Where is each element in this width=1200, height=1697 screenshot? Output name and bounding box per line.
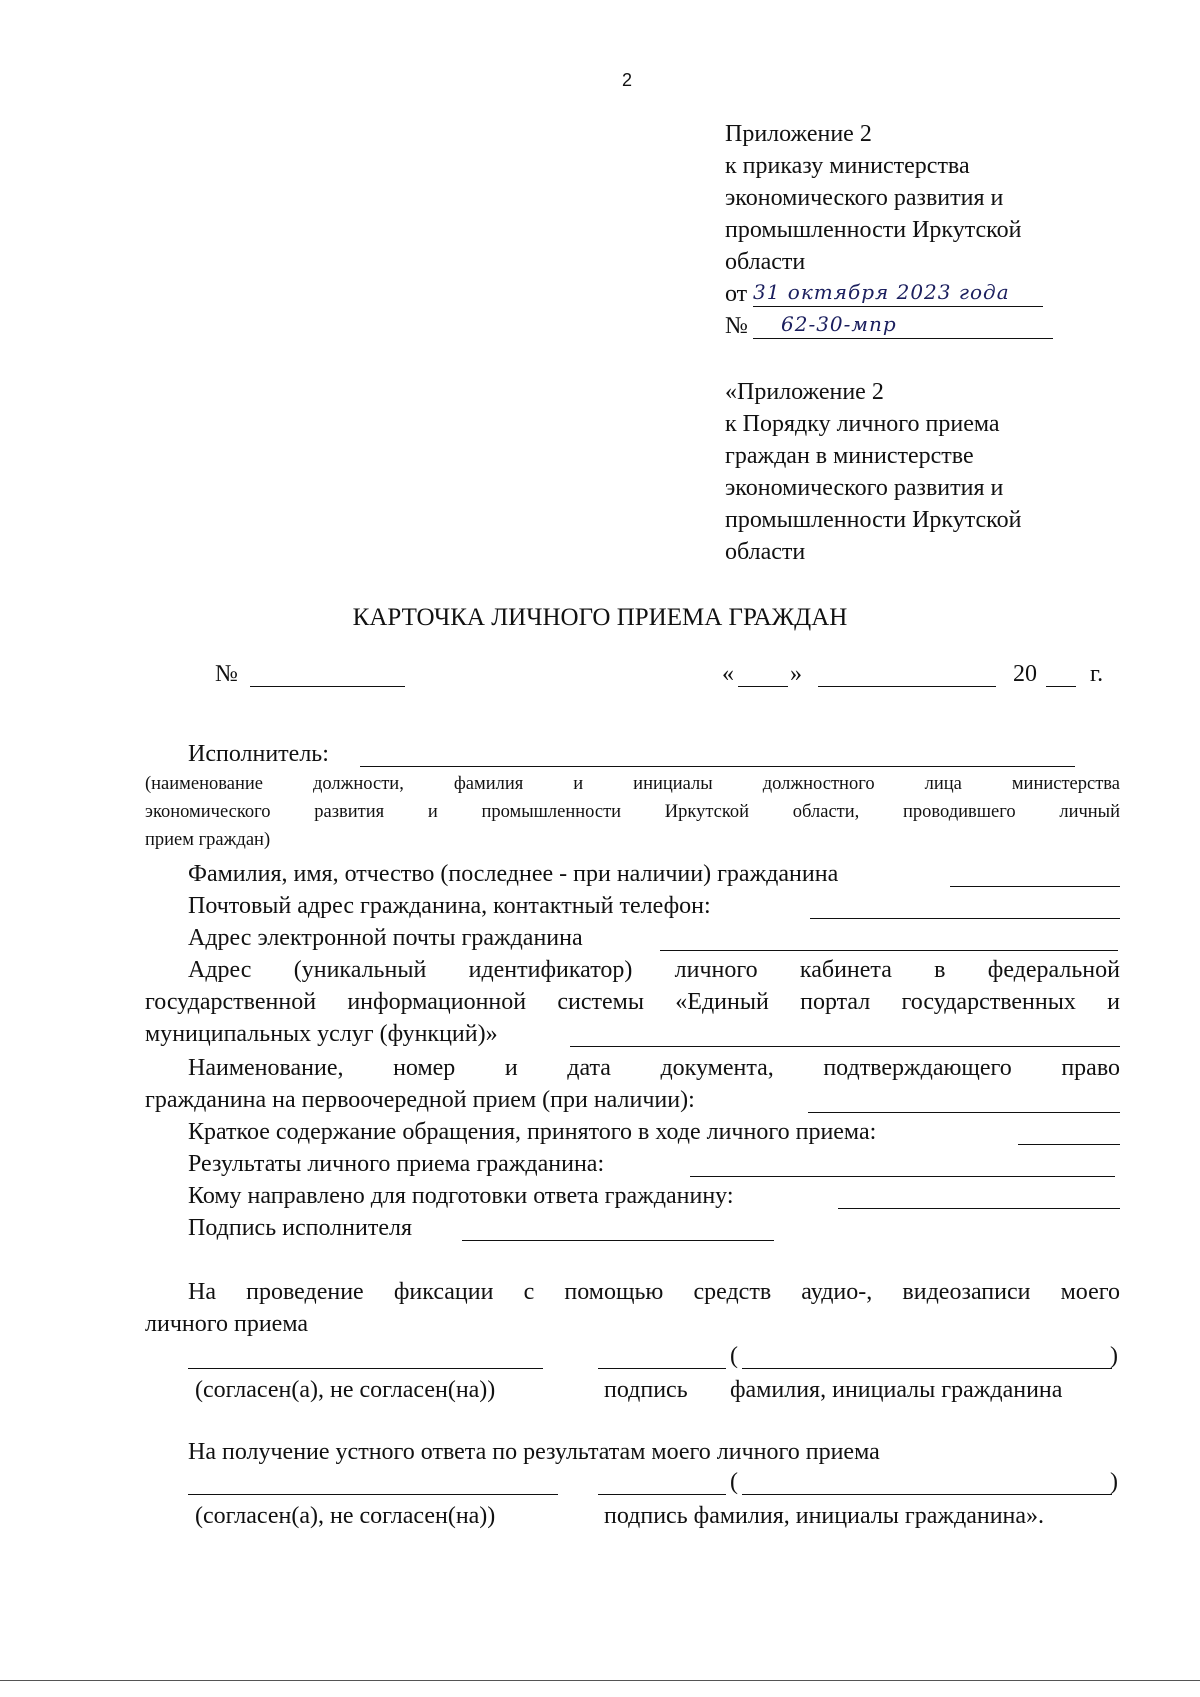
order-date-handwritten: 31 октября 2023 года bbox=[753, 280, 1010, 304]
year-line bbox=[1046, 686, 1076, 687]
appendix-procedure-block bbox=[725, 376, 1021, 568]
appendix-order-block bbox=[725, 118, 1021, 342]
consent-recording-close-paren: ) bbox=[1110, 1343, 1118, 1369]
account-line: Адрес (уникальный идентификатор) личного кабинета в федеральной bbox=[188, 957, 1120, 983]
sent-to-label: Кому направлено для подготовки ответа гражданину: bbox=[188, 1183, 734, 1209]
consent-recording-open-paren: ( bbox=[730, 1343, 738, 1369]
results-line bbox=[690, 1176, 1115, 1177]
account-value-line bbox=[570, 1046, 1120, 1047]
email-label: Адрес электронной почты гражданина bbox=[188, 925, 583, 951]
email-line bbox=[660, 950, 1118, 951]
consent-oral-caption-consent: (согласен(а), не согласен(на)) bbox=[195, 1503, 496, 1529]
order-number-row bbox=[725, 310, 1021, 342]
page-number: 2 bbox=[622, 70, 633, 90]
bottom-rule bbox=[0, 1680, 1200, 1681]
order-date-row bbox=[725, 278, 1021, 310]
year-prefix: 20 bbox=[1013, 661, 1037, 687]
account-line: государственной информационной системы «Единый портал государственных и bbox=[145, 989, 1120, 1015]
executor-label: Исполнитель: bbox=[188, 741, 329, 767]
appendix-procedure-line: экономического развития и bbox=[725, 475, 1004, 501]
postal-label: Почтовый адрес гражданина, контактный телефон: bbox=[188, 893, 711, 919]
consent-oral-signature-line bbox=[598, 1494, 726, 1495]
consent-oral-name-line bbox=[742, 1494, 1112, 1495]
document-line: Наименование, номер и дата документа, подтверждающего право bbox=[188, 1055, 1120, 1081]
consent-recording-name-line bbox=[742, 1368, 1112, 1369]
executor-signature-label: Подпись исполнителя bbox=[188, 1215, 412, 1241]
consent-oral-open-paren: ( bbox=[730, 1469, 738, 1495]
card-number-line bbox=[250, 686, 405, 687]
consent-oral-text: На получение устного ответа по результатам моего личного приема bbox=[188, 1439, 880, 1465]
appendix-order-line: области bbox=[725, 249, 806, 275]
executor-line bbox=[360, 766, 1075, 767]
consent-recording-text: На проведение фиксации с помощью средств аудио-, видеозаписи моего bbox=[188, 1279, 1120, 1305]
consent-oral-caption-rest: подпись фамилия, инициалы гражданина». bbox=[604, 1503, 1045, 1529]
consent-oral-choice-line bbox=[188, 1494, 558, 1495]
date-month-line bbox=[818, 686, 996, 687]
appendix-procedure-line: к Порядку личного приема bbox=[725, 411, 1000, 437]
consent-recording-choice-line bbox=[188, 1368, 543, 1369]
fio-label: Фамилия, имя, отчество (последнее - при наличии) гражданина bbox=[188, 861, 839, 887]
appendix-order-line: экономического развития и bbox=[725, 185, 1004, 211]
consent-recording-caption-consent: (согласен(а), не согласен(на)) bbox=[195, 1377, 496, 1403]
summary-line bbox=[1018, 1144, 1120, 1145]
appendix-order-line: Приложение 2 bbox=[725, 121, 872, 147]
consent-recording-signature-line bbox=[598, 1368, 726, 1369]
account-line: муниципальных услуг (функций)» bbox=[145, 1021, 498, 1047]
consent-recording-caption-signature: подпись bbox=[604, 1377, 688, 1403]
summary-label: Краткое содержание обращения, принятого в ходе личного приема: bbox=[188, 1119, 877, 1145]
consent-recording-caption-name: фамилия, инициалы гражданина bbox=[730, 1377, 1063, 1403]
executor-signature-line bbox=[462, 1240, 774, 1241]
document-line: гражданина на первоочередной прием (при наличии): bbox=[145, 1087, 695, 1113]
date-day-line bbox=[738, 686, 788, 687]
year-suffix: г. bbox=[1090, 661, 1104, 687]
order-number-prefix: № bbox=[725, 313, 748, 339]
order-number-handwritten: 62-30-мпр bbox=[781, 312, 897, 336]
executor-note-line: (наименование должности, фамилия и инициалы должностного лица министерства bbox=[145, 774, 1120, 794]
appendix-procedure-line: граждан в министерстве bbox=[725, 443, 974, 469]
fio-line bbox=[950, 886, 1120, 887]
appendix-order-line: к приказу министерства bbox=[725, 153, 970, 179]
postal-line bbox=[810, 918, 1120, 919]
consent-oral-close-paren: ) bbox=[1110, 1469, 1118, 1495]
executor-note-line: экономического развития и промышленности Иркутской области, проводившего личный bbox=[145, 802, 1120, 822]
sent-to-line bbox=[838, 1208, 1120, 1209]
order-number-line bbox=[753, 338, 1053, 339]
order-date-line bbox=[753, 306, 1043, 307]
document-value-line bbox=[808, 1112, 1120, 1113]
results-label: Результаты личного приема гражданина: bbox=[188, 1151, 605, 1177]
order-date-prefix: от bbox=[725, 281, 748, 307]
appendix-procedure-line: промышленности Иркутской bbox=[725, 507, 1022, 533]
appendix-procedure-line: «Приложение 2 bbox=[725, 379, 884, 405]
card-number-label: № bbox=[215, 661, 238, 687]
date-close-quote: » bbox=[790, 661, 802, 687]
appendix-order-line: промышленности Иркутской bbox=[725, 217, 1022, 243]
executor-note-line: прием граждан) bbox=[145, 830, 271, 850]
consent-recording-text: личного приема bbox=[145, 1311, 308, 1337]
appendix-procedure-line: области bbox=[725, 539, 806, 565]
document-title: КАРТОЧКА ЛИЧНОГО ПРИЕМА ГРАЖДАН bbox=[352, 604, 848, 631]
date-open-quote: « bbox=[722, 661, 734, 687]
